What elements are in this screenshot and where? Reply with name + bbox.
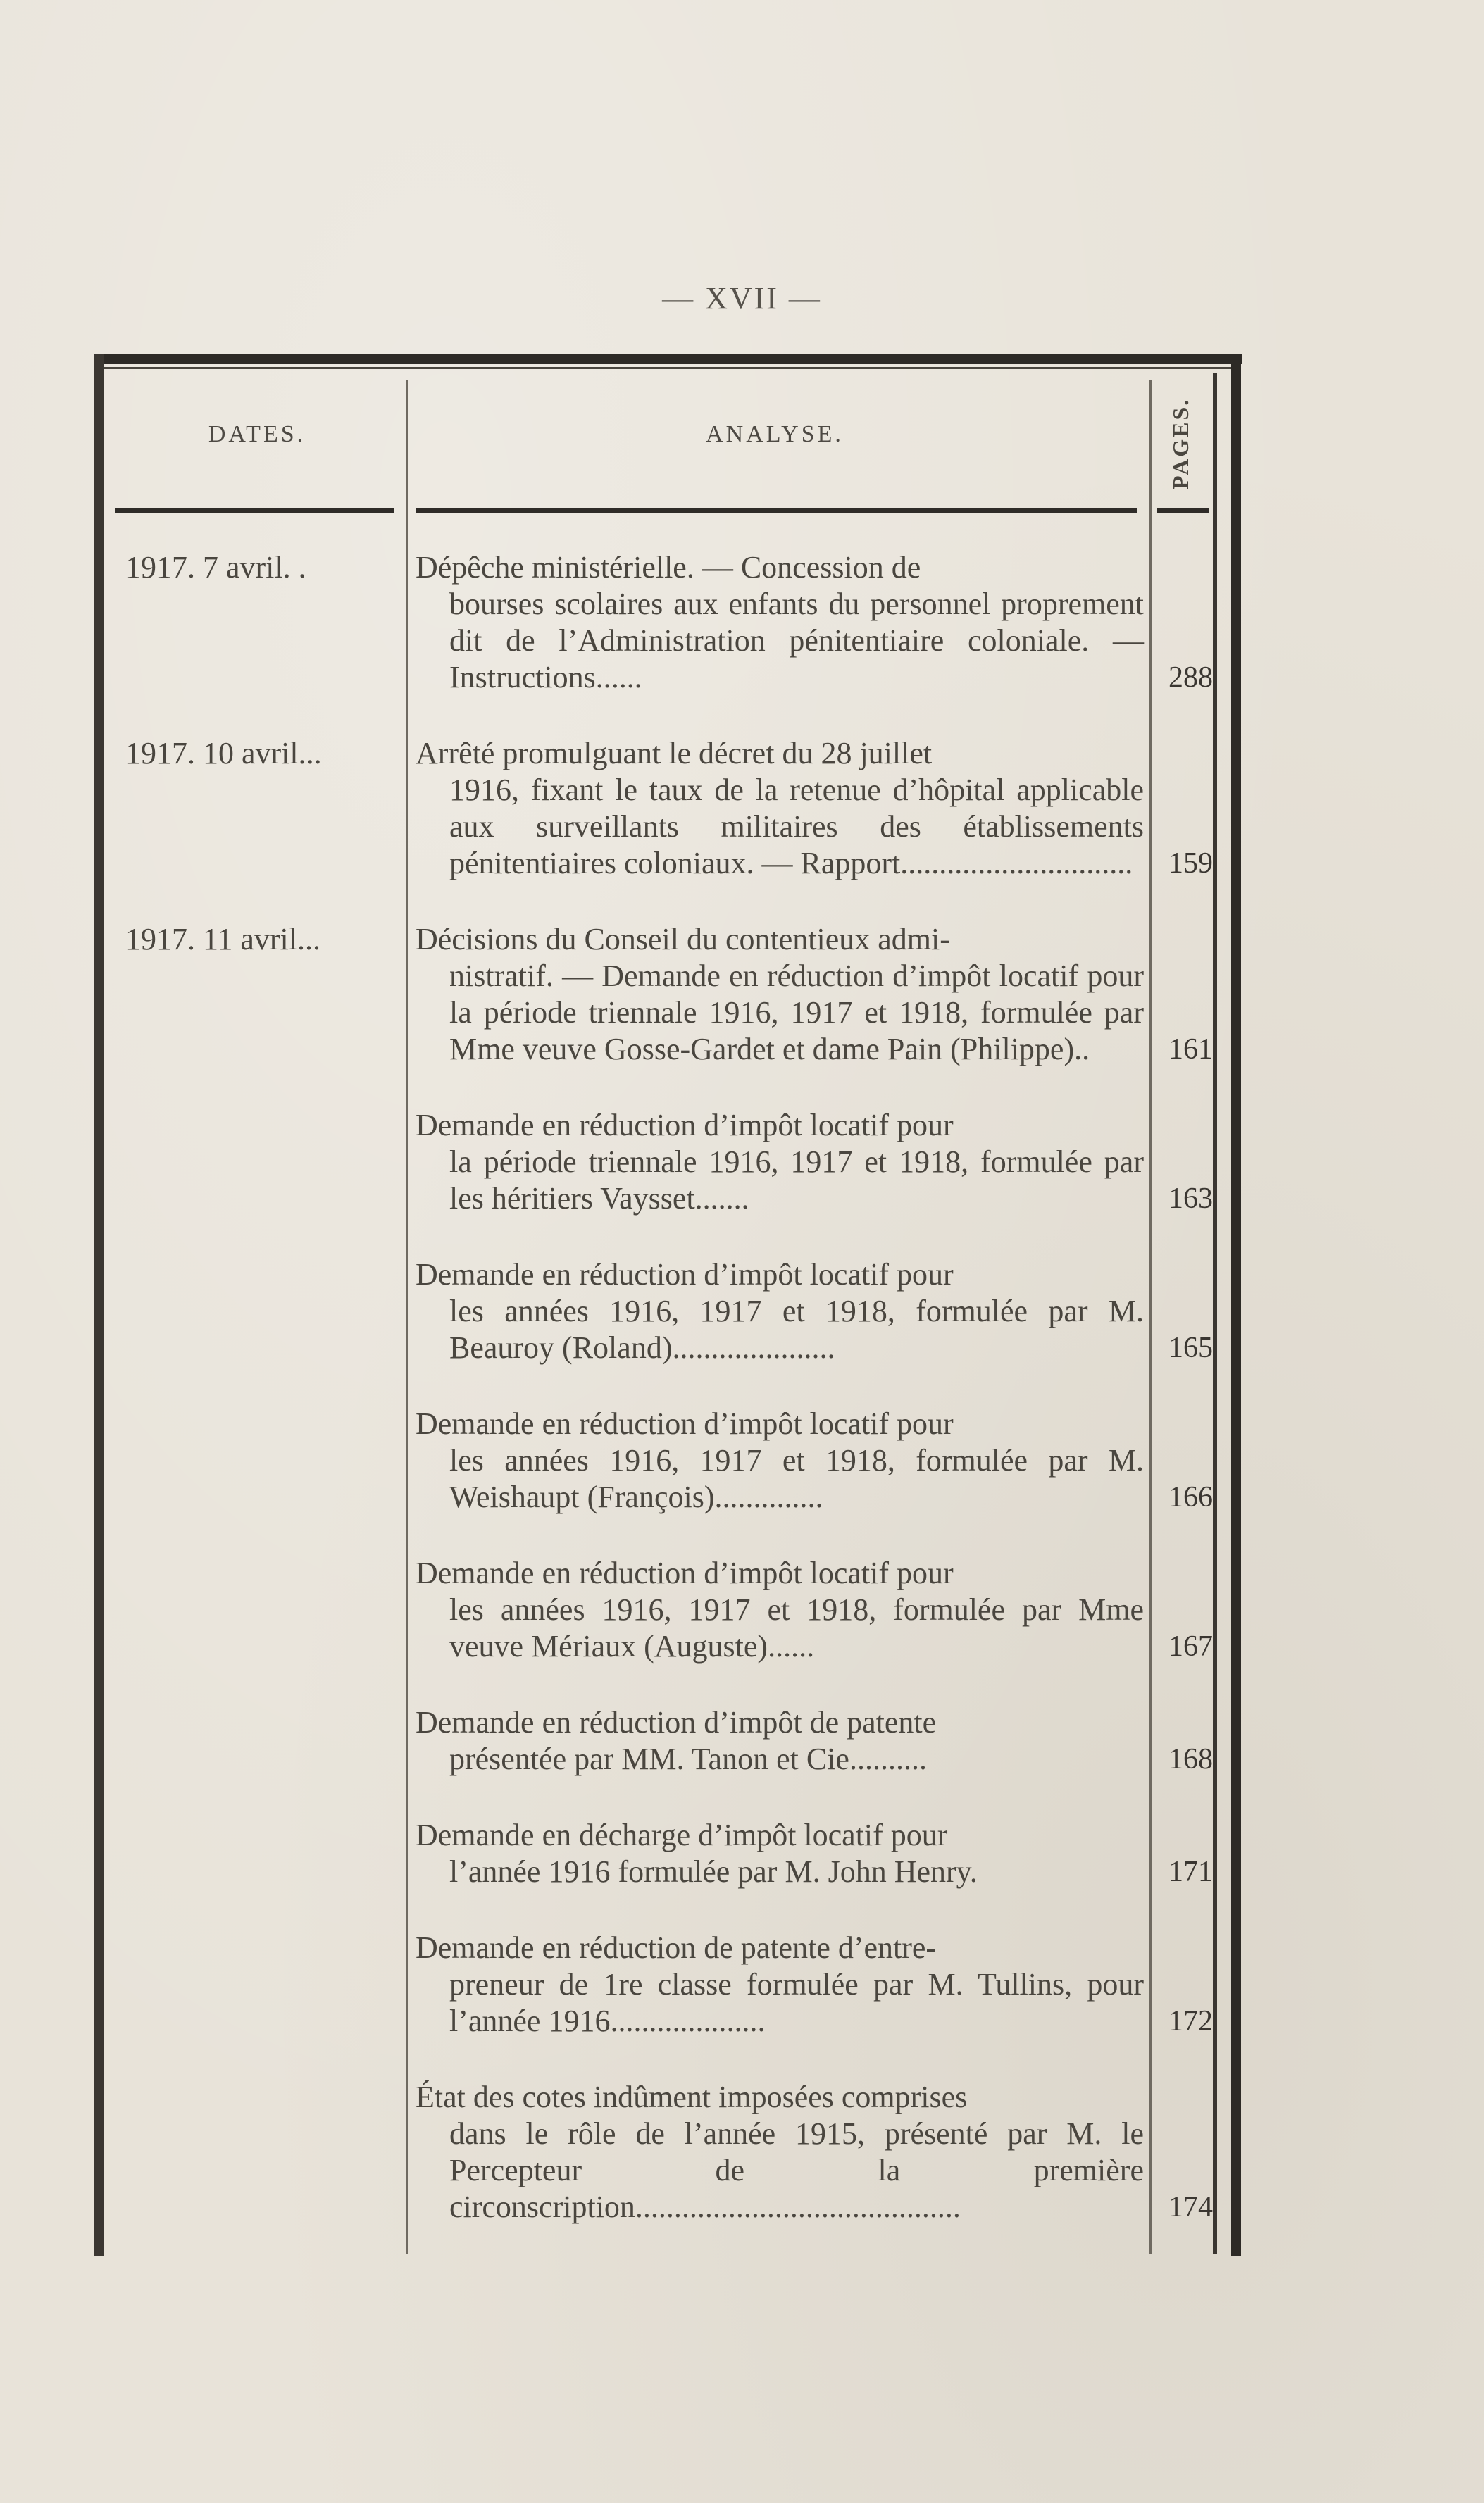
- column-header-dates: DATES.: [208, 421, 306, 447]
- entry-text-first: Demande en réduction d’impôt de patente: [416, 1705, 937, 1740]
- entry-page: 161: [1168, 1033, 1213, 1066]
- entry-text-rest: l’année 1916 formulée par M. John Henry.: [449, 1854, 978, 1889]
- entry-text-rest: preneur de 1re classe formulée par M. Tullins, pour l’année 1916....................: [449, 1967, 1144, 2038]
- table-row: [120, 1406, 1233, 1516]
- table-row: [120, 735, 1233, 882]
- entry-text-rest: les années 1916, 1917 et 1918, formulée par M. Beauroy (Roland).....................: [449, 1294, 1144, 1365]
- entry-analyse: [416, 1107, 1144, 1217]
- entry-analyse: [416, 735, 1144, 882]
- entry-page: 165: [1168, 1332, 1213, 1364]
- entry-text-rest: dans le rôle de l’année 1915, présenté par M. le Percepteur de la première circonscription..........................................: [449, 2116, 1144, 2224]
- entry-text-first: Demande en réduction d’impôt locatif pour: [416, 1257, 954, 1292]
- entry-text-rest: 1916, fixant le taux de la retenue d’hôpital applicable aux surveillants militaires des établissements pénitentiaires coloniaux. — Rapport..............................: [449, 773, 1144, 880]
- entry-page: 168: [1168, 1743, 1213, 1775]
- column-header-pages: PAGES.: [1168, 397, 1193, 490]
- table-row: [120, 549, 1233, 696]
- entry-text-first: État des cotes indûment imposées comprises: [416, 2080, 968, 2114]
- table-row: [120, 2079, 1233, 2226]
- entry-analyse: [416, 1930, 1144, 2040]
- table-row: [120, 1930, 1233, 2040]
- header-rule-pages: [1157, 508, 1209, 513]
- entry-page: 174: [1168, 2191, 1213, 2223]
- entry-analyse: [416, 1704, 1144, 1778]
- header-rule-analyse: [416, 508, 1137, 513]
- entry-text-rest: les années 1916, 1917 et 1918, formulée par Mme veuve Mériaux (Auguste)......: [449, 1592, 1144, 1664]
- table-row: [120, 1256, 1233, 1366]
- entry-analyse: [416, 1555, 1144, 1665]
- entry-date: 1917. 7 avril. .: [125, 550, 306, 585]
- table-inner-top-border: [104, 367, 1231, 369]
- entry-analyse: [416, 921, 1144, 1068]
- entry-page: 288: [1168, 661, 1213, 694]
- entry-page: 172: [1168, 2005, 1213, 2037]
- entry-text-rest: les années 1916, 1917 et 1918, formulée par M. Weishaupt (François)..............: [449, 1443, 1144, 1514]
- entry-page: 163: [1168, 1182, 1213, 1215]
- table-right-border: [1231, 354, 1241, 2256]
- column-header-analyse: ANALYSE.: [706, 421, 844, 447]
- entry-page: 167: [1168, 1630, 1213, 1663]
- entry-text-first: Demande en réduction d’impôt locatif pour: [416, 1108, 954, 1142]
- entry-text-first: Demande en réduction d’impôt locatif pour: [416, 1556, 954, 1590]
- table-top-border: [94, 354, 1242, 364]
- entry-analyse: [416, 1817, 1144, 1890]
- table-row: [120, 1817, 1233, 1890]
- entry-text-first: Demande en réduction de patente d’entre-: [416, 1930, 937, 1965]
- entry-analyse: [416, 1256, 1144, 1366]
- entry-text-rest: nistratif. — Demande en réduction d’impôt locatif pour la période triennale 1916, 1917 et 1918, formulée par Mme veuve Gosse-Gardet et dame Pain (Philippe)..: [449, 959, 1144, 1066]
- table-row: [120, 1704, 1233, 1778]
- table-row: [120, 1555, 1233, 1665]
- entry-text-first: Décisions du Conseil du contentieux admi-: [416, 922, 950, 956]
- entry-analyse: [416, 1406, 1144, 1516]
- entry-analyse: [416, 2079, 1144, 2226]
- table-body: [120, 549, 1233, 2265]
- table-left-border: [94, 354, 104, 2256]
- entry-text-first: Dépêche ministérielle. — Concession de: [416, 550, 921, 585]
- entry-analyse: [416, 549, 1144, 696]
- entry-date: 1917. 10 avril...: [125, 736, 322, 770]
- entry-text-rest: la période triennale 1916, 1917 et 1918, formulée par les héritiers Vaysset.......: [449, 1144, 1144, 1216]
- entry-text-rest: bourses scolaires aux enfants du personnel proprement dit de l’Administration pénitentiaire coloniale. — Instructions......: [449, 587, 1144, 694]
- entry-text-rest: présentée par MM. Tanon et Cie..........: [449, 1742, 927, 1776]
- header-rule-dates: [115, 508, 394, 513]
- entry-text-first: Demande en décharge d’impôt locatif pour: [416, 1818, 948, 1852]
- page-number: — XVII —: [662, 281, 822, 316]
- entry-text-first: Arrêté promulguant le décret du 28 juillet: [416, 736, 933, 770]
- table-row: [120, 1107, 1233, 1217]
- entry-text-first: Demande en réduction d’impôt locatif pour: [416, 1406, 954, 1441]
- entry-page: 171: [1168, 1856, 1213, 1888]
- entry-page: 159: [1168, 847, 1213, 880]
- entry-page: 166: [1168, 1481, 1213, 1513]
- entry-date: 1917. 11 avril...: [125, 922, 320, 956]
- table-row: [120, 921, 1233, 1068]
